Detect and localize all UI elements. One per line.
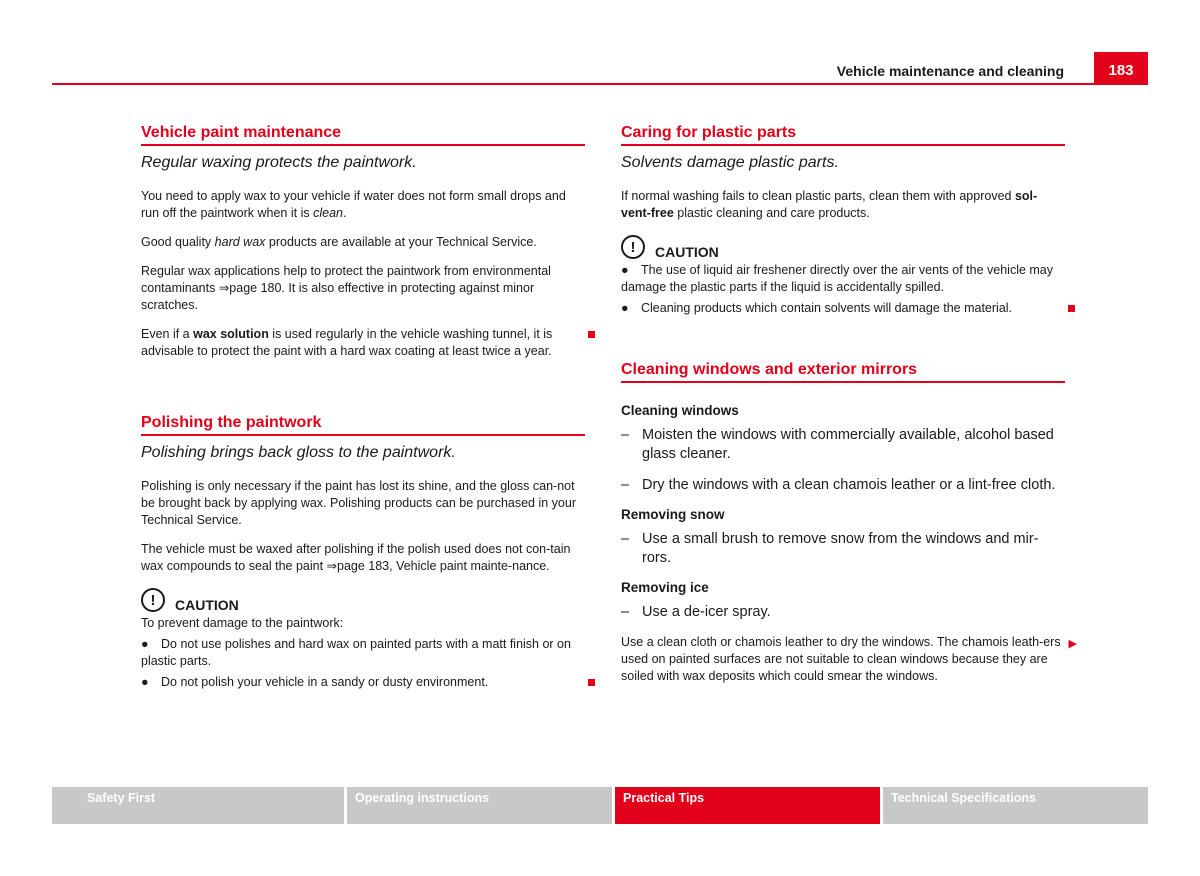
paragraph: Regular wax applications help to protect the paintwork from environmental contaminants ⇒page 180. It is also effective in protecting against minor scratches. [141,264,551,312]
section-subtitle: Regular waxing protects the paintwork. [141,154,417,171]
subheading: Removing snow [621,507,725,522]
header-rule [52,83,1148,85]
paragraph: Good quality hard wax products are available at your Technical Service. [141,235,537,249]
list-item: – Dry the windows with a clean chamois leather or a lint-free cloth. [621,477,1056,493]
section-subtitle: Solvents damage plastic parts. [621,154,839,171]
left-column [141,124,585,695]
caution-header [621,234,1065,260]
caution-intro: To prevent damage to the paintwork: [141,616,344,630]
caution-bullet: ● Do not use polishes and hard wax on painted parts with a matt finish or on plastic parts. [141,637,571,668]
list-item: – Moisten the windows with commercially available, alcohol based glass cleaner. [621,427,1054,462]
end-of-section-icon [588,679,595,686]
exclamation-circle-icon: ! [141,588,165,612]
section-title: Caring for plastic parts [621,124,1065,146]
caution-header [141,587,585,613]
subheading: Removing ice [621,580,709,595]
section-subtitle: Polishing brings back gloss to the paintwork. [141,444,456,461]
continue-arrow-icon: ▶ [1068,638,1077,650]
tab-safety-first[interactable]: Safety First [52,787,344,824]
end-of-section-icon [588,331,595,338]
paragraph: Even if a wax solution is used regularly in the vehicle washing tunnel, it is advisable to protect the paint with a hard wax coating at least twice a year. [141,326,585,360]
caution-bullet: ● Cleaning products which contain solvents will damage the material. [621,300,1065,317]
tab-practical-tips[interactable]: Practical Tips [615,787,880,824]
chapter-tabs [52,787,1148,824]
paragraph: You need to apply wax to your vehicle if water does not form small drops and run off the paintwork when it is clean. [141,189,566,220]
page-number: 183 [1094,52,1148,85]
exclamation-circle-icon: ! [621,235,645,259]
paragraph: If normal washing fails to clean plastic parts, clean them with approved sol-vent-free plastic cleaning and care products. [621,189,1038,220]
caution-bullet: ● Do not polish your vehicle in a sandy or dusty environment. [141,674,585,691]
paragraph: The vehicle must be waxed after polishing if the polish used does not con-tain wax compounds to seal the paint ⇒page 183, Vehicle paint mainte-nance. [141,542,571,573]
running-header: Vehicle maintenance and cleaning [836,63,1064,79]
tab-technical-specifications[interactable]: Technical Specifications [883,787,1148,824]
caution-label: CAUTION [655,244,719,260]
end-of-section-icon [1068,305,1075,312]
paragraph: ▶ Use a clean cloth or chamois leather to dry the windows. The chamois leath-ers used on painted surfaces are not suitable to clean windows because they are soiled with wax deposits which could smear the windows. [621,635,1077,683]
right-column [621,124,1077,697]
caution-bullet: ● The use of liquid air freshener directly over the air vents of the vehicle may damage the plastic parts if the liquid is accidentally spilled. [621,263,1054,294]
section-title: Vehicle paint maintenance [141,124,585,146]
caution-label: CAUTION [175,597,239,613]
section-title: Polishing the paintwork [141,414,585,436]
section-title: Cleaning windows and exterior mirrors [621,361,1065,383]
list-item: – Use a small brush to remove snow from the windows and mir-rors. [621,531,1039,566]
tab-operating-instructions[interactable]: Operating instructions [347,787,612,824]
list-item: – Use a de-icer spray. [621,604,771,620]
subheading: Cleaning windows [621,403,739,418]
paragraph: Polishing is only necessary if the paint has lost its shine, and the gloss can-not be brought back by applying wax. Polishing products can be purchased in your Technical Service. [141,479,576,527]
